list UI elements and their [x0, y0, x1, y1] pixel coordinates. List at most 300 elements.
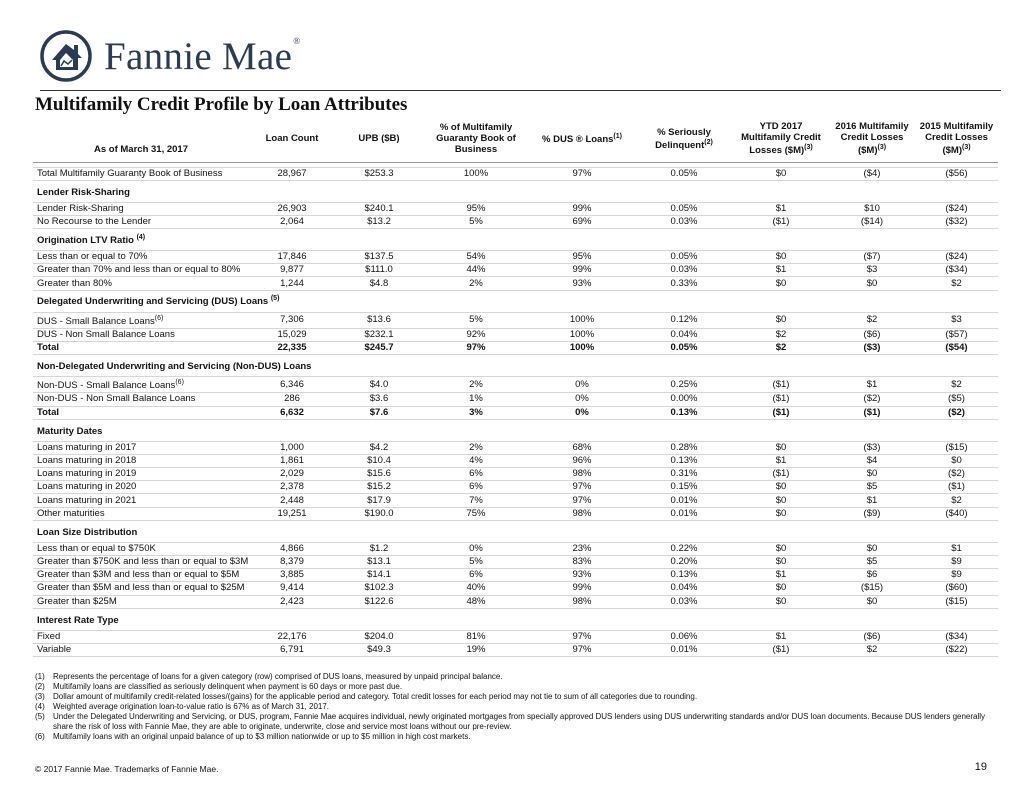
- footnote-ref: (4): [136, 233, 146, 241]
- table-cell: 3%: [423, 406, 529, 419]
- table-cell: $13.1: [335, 556, 423, 569]
- table-cell: 17,846: [249, 251, 335, 264]
- table-cell: ($1): [733, 215, 829, 228]
- table-cell: ($6): [829, 328, 915, 341]
- table-cell: ($2): [829, 393, 915, 406]
- footnote-number: (4): [35, 702, 45, 711]
- table-cell: 1%: [423, 393, 529, 406]
- table-cell: 0.22%: [635, 542, 733, 555]
- table-row: [33, 454, 998, 467]
- table-cell: 0.01%: [635, 494, 733, 507]
- footnote-text: Represents the percentage of loans for a given category (row) comprised of DUS loans, measured by unpaid principal balance.: [53, 672, 503, 681]
- table-cell: 23%: [529, 542, 635, 555]
- row-label: Loans maturing in 2020: [33, 481, 249, 494]
- credit-profile-table: [33, 118, 998, 657]
- table-cell: 99%: [529, 264, 635, 277]
- footnotes: [35, 672, 995, 742]
- table-cell: 97%: [529, 481, 635, 494]
- table-cell: ($57): [915, 328, 998, 341]
- table-cell: 2,378: [249, 481, 335, 494]
- table-cell: 0.03%: [635, 595, 733, 608]
- row-label: Greater than $750K and less than or equal to $3M: [33, 556, 249, 569]
- table-cell: ($15): [915, 441, 998, 454]
- table-cell: $0: [829, 468, 915, 481]
- brand-name: Fannie Mae®: [104, 34, 301, 78]
- row-label: Total: [33, 341, 249, 354]
- table-cell: $1: [915, 542, 998, 555]
- table-cell: 0.20%: [635, 556, 733, 569]
- row-label: DUS - Non Small Balance Loans: [33, 328, 249, 341]
- table-cell: 0.04%: [635, 328, 733, 341]
- table-cell: 7,306: [249, 312, 335, 328]
- table-cell: 6,791: [249, 643, 335, 656]
- table-cell: 97%: [529, 494, 635, 507]
- table-cell: $1.2: [335, 542, 423, 555]
- row-label: Other maturities: [33, 507, 249, 520]
- table-cell: ($5): [915, 393, 998, 406]
- table-cell: 6%: [423, 569, 529, 582]
- table-cell: ($56): [915, 167, 998, 180]
- table-cell: 0%: [529, 377, 635, 393]
- table-cell: 100%: [529, 312, 635, 328]
- row-label: Greater than $3M and less than or equal to $5M: [33, 569, 249, 582]
- table-cell: $245.7: [335, 341, 423, 354]
- section-header-row: [33, 180, 998, 202]
- table-cell: $1: [733, 569, 829, 582]
- table-cell: $1: [829, 377, 915, 393]
- section-title: Loan Size Distribution: [33, 520, 998, 542]
- table-cell: 81%: [423, 630, 529, 643]
- table-cell: 97%: [423, 341, 529, 354]
- table-cell: 2%: [423, 277, 529, 290]
- table-cell: 95%: [529, 251, 635, 264]
- table-cell: 0%: [423, 542, 529, 555]
- table-cell: 99%: [529, 202, 635, 215]
- table-cell: $0: [733, 582, 829, 595]
- table-cell: 15,029: [249, 328, 335, 341]
- table-cell: $0: [733, 251, 829, 264]
- section-header-row: [33, 290, 998, 312]
- table-cell: 98%: [529, 595, 635, 608]
- table-cell: 9,877: [249, 264, 335, 277]
- table-cell: 0.12%: [635, 312, 733, 328]
- table-cell: 4,866: [249, 542, 335, 555]
- section-title: Delegated Underwriting and Servicing (DUS) Loans $^{(5)}$: [33, 290, 998, 312]
- table-cell: 6,346: [249, 377, 335, 393]
- table-cell: $2: [829, 312, 915, 328]
- brand-logo: [40, 30, 300, 82]
- table-cell: 0%: [529, 393, 635, 406]
- row-label: Less than or equal to 70%: [33, 251, 249, 264]
- table-cell: ($2): [915, 406, 998, 419]
- table-cell: $2: [915, 494, 998, 507]
- table-cell: 2,448: [249, 494, 335, 507]
- table-cell: 4%: [423, 454, 529, 467]
- table-cell: 26,903: [249, 202, 335, 215]
- table-cell: 44%: [423, 264, 529, 277]
- table-cell: 2,029: [249, 468, 335, 481]
- table-cell: 0.13%: [635, 406, 733, 419]
- section-header-row: [33, 229, 998, 251]
- row-label: Loans maturing in 2017: [33, 441, 249, 454]
- table-cell: ($1): [915, 481, 998, 494]
- footnote-text: Dollar amount of multifamily credit-related losses/(gains) for the applicable period and category. Total credit losses for each period may not tie to sum of all categories due to rounding.: [53, 692, 698, 701]
- table-row: [33, 468, 998, 481]
- table-cell: 6,632: [249, 406, 335, 419]
- table-cell: $122.6: [335, 595, 423, 608]
- column-header: 2016 Multifamily Credit Losses ($M)$^{(3)}$: [829, 118, 915, 162]
- table-row: [33, 569, 998, 582]
- table-cell: $49.3: [335, 643, 423, 656]
- row-label: Lender Risk-Sharing: [33, 202, 249, 215]
- table-cell: 92%: [423, 328, 529, 341]
- table-cell: ($1): [733, 393, 829, 406]
- table-cell: 97%: [529, 630, 635, 643]
- table-cell: $3: [915, 312, 998, 328]
- table-cell: $4.2: [335, 441, 423, 454]
- table-row: [33, 202, 998, 215]
- footnote-number: (2): [35, 682, 45, 691]
- table-cell: 100%: [529, 341, 635, 354]
- table-cell: $7.6: [335, 406, 423, 419]
- table-cell: 0.04%: [635, 582, 733, 595]
- footnote: [35, 712, 995, 732]
- table-cell: 5%: [423, 215, 529, 228]
- table-row: [33, 251, 998, 264]
- table-row: [33, 582, 998, 595]
- table-cell: $4.0: [335, 377, 423, 393]
- table-row: [33, 312, 998, 328]
- table-cell: $2: [915, 277, 998, 290]
- table-cell: 0.01%: [635, 643, 733, 656]
- table-cell: $1: [733, 630, 829, 643]
- column-header: Loan Count: [249, 118, 335, 162]
- table-cell: $1: [733, 202, 829, 215]
- table-cell: $204.0: [335, 630, 423, 643]
- table-cell: $137.5: [335, 251, 423, 264]
- table-cell: 5%: [423, 556, 529, 569]
- footnote-ref: (3): [877, 144, 887, 152]
- table-cell: $6: [829, 569, 915, 582]
- table-cell: $0: [733, 312, 829, 328]
- table-row: [33, 556, 998, 569]
- table-cell: 96%: [529, 454, 635, 467]
- table-cell: $102.3: [335, 582, 423, 595]
- table-row: [33, 377, 998, 393]
- footnote: [35, 692, 995, 702]
- column-header: % DUS ® Loans$^{(1)}$: [529, 118, 635, 162]
- footnote-ref: (3): [961, 144, 971, 152]
- table-cell: $3: [829, 264, 915, 277]
- page-title: Multifamily Credit Profile by Loan Attributes: [35, 94, 408, 115]
- row-label: DUS - Small Balance Loans$^{(6)}$: [33, 312, 249, 328]
- table-cell: 286: [249, 393, 335, 406]
- table-row: [33, 643, 998, 656]
- table-cell: 0.13%: [635, 569, 733, 582]
- table-header-row: [33, 118, 998, 162]
- table-row: [33, 441, 998, 454]
- column-header: % of Multifamily Guaranty Book of Business: [423, 118, 529, 162]
- section-header-row: [33, 608, 998, 630]
- table-cell: 7%: [423, 494, 529, 507]
- section-title: Maturity Dates: [33, 419, 998, 441]
- table-cell: $15.6: [335, 468, 423, 481]
- table-cell: $4: [829, 454, 915, 467]
- table-cell: ($34): [915, 264, 998, 277]
- table-cell: 0.01%: [635, 507, 733, 520]
- table-cell: ($24): [915, 202, 998, 215]
- row-label: Greater than $25M: [33, 595, 249, 608]
- table-cell: 28,967: [249, 167, 335, 180]
- table-cell: 98%: [529, 507, 635, 520]
- table-cell: 22,176: [249, 630, 335, 643]
- footnote: [35, 732, 995, 742]
- table-cell: $17.9: [335, 494, 423, 507]
- table-cell: $13.2: [335, 215, 423, 228]
- table-row: [33, 481, 998, 494]
- table-cell: ($60): [915, 582, 998, 595]
- footnote-text: Multifamily loans are classified as seriously delinquent when payment is 60 days or more past due.: [53, 682, 403, 691]
- table-cell: 1,000: [249, 441, 335, 454]
- table-cell: 0.15%: [635, 481, 733, 494]
- table-row: [33, 277, 998, 290]
- table-cell: $13.6: [335, 312, 423, 328]
- table-row: [33, 264, 998, 277]
- footnote-ref: (6): [175, 379, 184, 387]
- table-cell: $15.2: [335, 481, 423, 494]
- table-cell: ($40): [915, 507, 998, 520]
- footnote-number: (5): [35, 712, 45, 721]
- table-cell: $0: [915, 454, 998, 467]
- table-cell: $5: [829, 556, 915, 569]
- table-cell: ($1): [733, 643, 829, 656]
- table-cell: 0.05%: [635, 341, 733, 354]
- table-cell: ($34): [915, 630, 998, 643]
- table-cell: 100%: [423, 167, 529, 180]
- table-cell: $253.3: [335, 167, 423, 180]
- table-cell: 9,414: [249, 582, 335, 595]
- row-label: Loans maturing in 2021: [33, 494, 249, 507]
- row-label: Greater than $5M and less than or equal to $25M: [33, 582, 249, 595]
- table-cell: 100%: [529, 328, 635, 341]
- table-cell: $9: [915, 569, 998, 582]
- table-cell: 0.05%: [635, 167, 733, 180]
- table-cell: 22,335: [249, 341, 335, 354]
- table-row: [33, 494, 998, 507]
- table-cell: 97%: [529, 643, 635, 656]
- table-cell: 0.33%: [635, 277, 733, 290]
- table-cell: $190.0: [335, 507, 423, 520]
- table-cell: ($24): [915, 251, 998, 264]
- table-cell: 0.31%: [635, 468, 733, 481]
- table-cell: 97%: [529, 167, 635, 180]
- table-cell: 6%: [423, 468, 529, 481]
- table-cell: ($3): [829, 441, 915, 454]
- table-row: [33, 215, 998, 228]
- table-cell: 0.00%: [635, 393, 733, 406]
- table-cell: $0: [829, 542, 915, 555]
- table-cell: ($15): [829, 582, 915, 595]
- row-label: Total: [33, 406, 249, 419]
- table-cell: 40%: [423, 582, 529, 595]
- table-row: [33, 167, 998, 180]
- table-cell: $0: [733, 507, 829, 520]
- table-cell: 0.13%: [635, 454, 733, 467]
- table-cell: ($22): [915, 643, 998, 656]
- footnote-ref: (6): [154, 314, 164, 322]
- table-cell: $1: [733, 264, 829, 277]
- row-label: Total Multifamily Guaranty Book of Business: [33, 167, 249, 180]
- table-cell: $9: [915, 556, 998, 569]
- table-cell: ($1): [829, 406, 915, 419]
- table-cell: 6%: [423, 481, 529, 494]
- table-cell: 99%: [529, 582, 635, 595]
- table-cell: 2,423: [249, 595, 335, 608]
- table-cell: $0: [733, 542, 829, 555]
- table-cell: 2%: [423, 377, 529, 393]
- table-cell: ($1): [733, 406, 829, 419]
- table-cell: 69%: [529, 215, 635, 228]
- table-cell: $0: [733, 481, 829, 494]
- section-title: Lender Risk-Sharing: [33, 180, 998, 202]
- table-cell: ($1): [733, 377, 829, 393]
- table-cell: ($3): [829, 341, 915, 354]
- table-cell: $3.6: [335, 393, 423, 406]
- table-cell: ($7): [829, 251, 915, 264]
- table-cell: $232.1: [335, 328, 423, 341]
- table-cell: $0: [733, 277, 829, 290]
- table-cell: ($9): [829, 507, 915, 520]
- table-row: [33, 630, 998, 643]
- table-cell: 54%: [423, 251, 529, 264]
- table-row: [33, 507, 998, 520]
- table-cell: ($4): [829, 167, 915, 180]
- row-label: No Recourse to the Lender: [33, 215, 249, 228]
- table-cell: $1: [829, 494, 915, 507]
- table-cell: 19%: [423, 643, 529, 656]
- footnote: [35, 672, 995, 682]
- table-cell: $2: [829, 643, 915, 656]
- table-cell: 93%: [529, 569, 635, 582]
- table-cell: $111.0: [335, 264, 423, 277]
- footnote-text: Weighted average origination loan-to-value ratio is 67% as of March 31, 2017.: [53, 702, 330, 711]
- table-cell: $0: [733, 595, 829, 608]
- table-cell: 0.06%: [635, 630, 733, 643]
- section-header-row: [33, 355, 998, 377]
- table-cell: 1,861: [249, 454, 335, 467]
- row-label: Non-DUS - Non Small Balance Loans: [33, 393, 249, 406]
- row-label: Non-DUS - Small Balance Loans$^{(6)}$: [33, 377, 249, 393]
- row-label: Variable: [33, 643, 249, 656]
- table-cell: $2: [733, 328, 829, 341]
- footnote-ref: (1): [613, 133, 622, 141]
- table-cell: 93%: [529, 277, 635, 290]
- table-cell: 2%: [423, 441, 529, 454]
- table-row: [33, 328, 998, 341]
- footnote-text: Under the Delegated Underwriting and Servicing, or DUS, program, Fannie Mae acquires individual, newly originated mortgages from specially approved DUS lenders using DUS underwriting standards and/or DUS loan documents. Because DUS lenders generally share the risk of loss with Fannie Mae, they are able to originate, underwrite, close and service most loans without our pre-review.: [53, 712, 986, 731]
- table-cell: 1,244: [249, 277, 335, 290]
- table-cell: $0: [829, 595, 915, 608]
- table-cell: $10: [829, 202, 915, 215]
- section-title: Origination LTV Ratio $^{(4)}$: [33, 229, 998, 251]
- table-cell: $10.4: [335, 454, 423, 467]
- footnote-number: (6): [35, 732, 45, 741]
- table-cell: 0.28%: [635, 441, 733, 454]
- table-row: [33, 393, 998, 406]
- table-cell: ($2): [915, 468, 998, 481]
- table-cell: $0: [733, 494, 829, 507]
- column-header: UPB ($B): [335, 118, 423, 162]
- table-cell: 0.25%: [635, 377, 733, 393]
- table-cell: $1: [733, 454, 829, 467]
- table-cell: 0.05%: [635, 202, 733, 215]
- table-cell: $2: [915, 377, 998, 393]
- row-label: Loans maturing in 2019: [33, 468, 249, 481]
- table-cell: 0%: [529, 406, 635, 419]
- table-cell: 0.05%: [635, 251, 733, 264]
- table-cell: ($15): [915, 595, 998, 608]
- table-cell: 8,379: [249, 556, 335, 569]
- copyright: © 2017 Fannie Mae. Trademarks of Fannie Mae.: [35, 764, 219, 774]
- section-title: Interest Rate Type: [33, 608, 998, 630]
- footnote: [35, 682, 995, 692]
- table-cell: 19,251: [249, 507, 335, 520]
- footnote: [35, 702, 995, 712]
- table-cell: $240.1: [335, 202, 423, 215]
- table-cell: 95%: [423, 202, 529, 215]
- footnote-ref: (3): [804, 144, 813, 152]
- table-cell: $5: [829, 481, 915, 494]
- table-cell: 48%: [423, 595, 529, 608]
- footnote-number: (1): [35, 672, 45, 681]
- row-label: Greater than 80%: [33, 277, 249, 290]
- fannie-mae-house-icon: [40, 30, 92, 82]
- table-cell: ($32): [915, 215, 998, 228]
- row-label: Loans maturing in 2018: [33, 454, 249, 467]
- table-row: [33, 406, 998, 419]
- table-cell: 2,064: [249, 215, 335, 228]
- table-cell: 83%: [529, 556, 635, 569]
- table-row: [33, 341, 998, 354]
- table-cell: $2: [733, 341, 829, 354]
- page-number: 19: [974, 761, 987, 773]
- table-cell: 3,885: [249, 569, 335, 582]
- footnote-ref: (5): [270, 295, 280, 303]
- table-cell: $0: [733, 441, 829, 454]
- footnote-number: (3): [35, 692, 45, 701]
- table-cell: 98%: [529, 468, 635, 481]
- section-title: Non-Delegated Underwriting and Servicing (Non-DUS) Loans: [33, 355, 998, 377]
- table-cell: ($14): [829, 215, 915, 228]
- table-cell: $0: [733, 556, 829, 569]
- column-header: % Seriously Delinquent$^{(2)}$: [635, 118, 733, 162]
- table-cell: ($6): [829, 630, 915, 643]
- footnote-text: Multifamily loans with an original unpaid balance of up to $3 million nationwide or up to $5 million in high cost markets.: [53, 732, 471, 741]
- table-cell: 75%: [423, 507, 529, 520]
- header-divider: [40, 90, 1001, 91]
- corner-label: As of March 31, 2017: [33, 118, 249, 162]
- table-cell: 5%: [423, 312, 529, 328]
- column-header: 2015 Multifamily Credit Losses ($M)$^{(3)}$: [915, 118, 998, 162]
- table-row: [33, 595, 998, 608]
- row-label: Fixed: [33, 630, 249, 643]
- section-header-row: [33, 419, 998, 441]
- row-label: Greater than 70% and less than or equal to 80%: [33, 264, 249, 277]
- table-cell: ($1): [733, 468, 829, 481]
- table-cell: ($54): [915, 341, 998, 354]
- column-header: YTD 2017 Multifamily Credit Losses ($M)$^{(3)}$: [733, 118, 829, 162]
- table-cell: 68%: [529, 441, 635, 454]
